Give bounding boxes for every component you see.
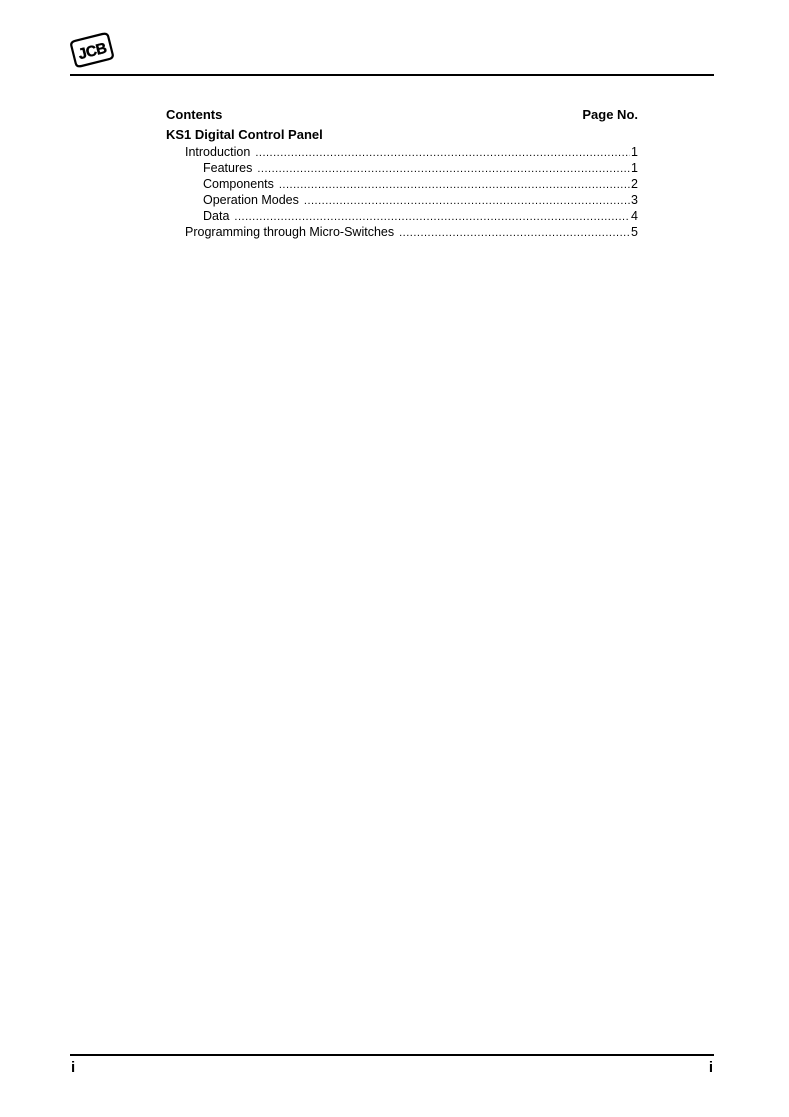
toc-leader-dots — [399, 225, 630, 240]
header-rule — [70, 74, 714, 76]
jcb-logo-badge — [70, 32, 114, 68]
toc-entry-label: Data — [203, 209, 230, 223]
toc-leader-dots — [257, 161, 630, 176]
toc-header — [166, 106, 638, 124]
toc-entry-page: 2 — [631, 177, 638, 191]
footer-rule — [70, 1054, 714, 1056]
toc-entry-components[interactable] — [166, 176, 638, 192]
toc-section-title: KS1 Digital Control Panel — [166, 127, 323, 142]
toc-entry-introduction[interactable] — [166, 144, 638, 160]
toc-entry-page: 1 — [631, 161, 638, 175]
toc-leader-dots — [234, 209, 630, 224]
jcb-logo — [70, 32, 114, 68]
contents-heading: Contents — [166, 107, 223, 122]
logo-text: JCB — [76, 39, 109, 64]
toc-entry-label: Operation Modes — [203, 193, 299, 207]
toc-entry-operation-modes[interactable] — [166, 192, 638, 208]
toc-entry-programming-micro-switches[interactable] — [166, 224, 638, 240]
toc-leader-dots — [279, 177, 630, 192]
toc-entry-features[interactable] — [166, 160, 638, 176]
toc-entry-label: Introduction — [185, 145, 251, 159]
toc-entry-data[interactable] — [166, 208, 638, 224]
page-number-right: i — [708, 1059, 713, 1076]
toc-leader-dots — [304, 193, 630, 208]
toc-entry-page: 4 — [631, 209, 638, 223]
table-of-contents — [166, 106, 638, 240]
toc-entry-label: Features — [203, 161, 253, 175]
page-no-heading: Page No. — [582, 107, 638, 122]
toc-entry-label: Programming through Micro-Switches — [185, 225, 395, 239]
toc-entry-label: Components — [203, 177, 274, 191]
page-number-left: i — [71, 1059, 76, 1076]
toc-entry-page: 5 — [631, 225, 638, 239]
toc-leader-dots — [255, 145, 630, 160]
toc-entry-page: 1 — [631, 145, 638, 159]
toc-entry-page: 3 — [631, 193, 638, 207]
